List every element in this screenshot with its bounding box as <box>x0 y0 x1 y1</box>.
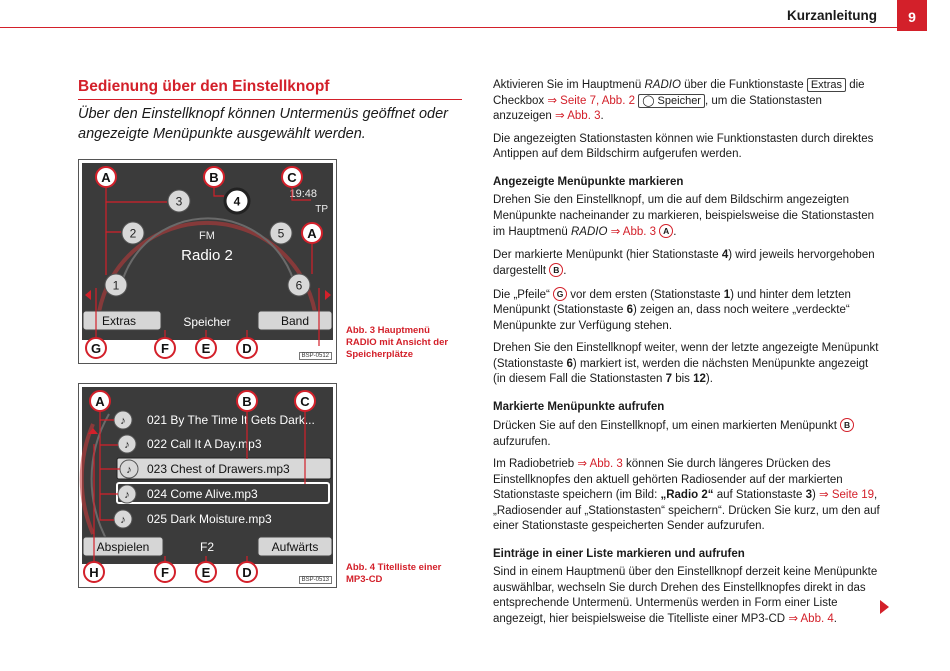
svg-text:H: H <box>89 565 99 580</box>
callout-g <box>86 338 106 358</box>
subheading: Markierte Menüpunkte aufrufen <box>493 400 665 413</box>
svg-text:F: F <box>161 341 169 356</box>
preset-button[interactable] <box>288 274 310 296</box>
header-title: Kurzanleitung <box>787 8 877 23</box>
paragraph: Der markierte Menüpunkt (hier Stationstaste 4) wird jeweils hervorgehoben dargestellt B . <box>493 248 875 277</box>
callout-e <box>196 338 216 358</box>
paragraph: Die angezeigten Stationstasten können wie Funktionstasten durch direktes Antippen auf dem Bildschirm aufgerufen werden. <box>493 132 874 160</box>
extras-button[interactable] <box>83 311 161 330</box>
svg-text:2: 2 <box>129 226 137 241</box>
figure-caption: Abb. 3 Hauptmenü RADIO mit Ansicht der Speicherplätze <box>346 325 449 360</box>
svg-text:Aufwärts: Aufwärts <box>271 540 319 554</box>
figure-reference-link[interactable]: ⇒ Abb. 3 <box>607 226 657 238</box>
figure-code: BSP-0513 <box>299 576 332 584</box>
paragraph: Im Radiobetrieb ⇒ Abb. 3 können Sie durch längeres Drücken des Einstellknopfes den aktuell gehörten Radiosender auf der markierten Stationstaste speichern (im Bild: „Radio 2“ auf Stationstaste 3) ⇒ Seite 19, „Radiosender auf „Stationstasten“ speichern“. Drücken Sie kurz, um den auf einer Stationstaste gespeicherten Sender aufzurufen. <box>493 458 880 532</box>
figure-reference-link[interactable]: ⇒ Abb. 4 <box>788 612 834 625</box>
svg-text:5: 5 <box>277 226 285 241</box>
svg-text:C: C <box>287 170 297 185</box>
callout-d <box>237 338 257 358</box>
abspielen-button[interactable] <box>83 537 163 556</box>
paragraph: Drehen Sie den Einstellknopf, um die auf dem Bildschirm angezeigten Menüpunkte nacheinander zu markieren, beispielsweise die Stationstasten im Hauptmenü RADIO ⇒ Abb. 3 A . <box>493 194 875 238</box>
band-label: FM <box>199 230 215 242</box>
svg-text:A: A <box>101 170 111 185</box>
figure-reference-link[interactable]: ⇒ Abb. 3 <box>577 458 623 470</box>
svg-text:6: 6 <box>295 278 303 293</box>
callout-h <box>84 562 104 582</box>
svg-text:1: 1 <box>112 278 120 293</box>
svg-text:3: 3 <box>175 194 183 209</box>
svg-text:021 By The Time It Gets Dark..: 021 By The Time It Gets Dark... <box>147 413 315 427</box>
paragraph: Die „Pfeile“ G vor dem ersten (Stationstaste 1) und hinter dem letzten Menüpunkt (Stationstaste 6) zeigen an, dass noch weitere „verdeckte“ Menüpunkte zur Verfügung stehen. <box>493 288 851 332</box>
svg-text:E: E <box>201 565 211 580</box>
page-number: 9 <box>897 0 927 31</box>
svg-text:022 Call It A Day.mp3: 022 Call It A Day.mp3 <box>147 437 262 451</box>
next-page-arrow-icon[interactable] <box>880 600 889 614</box>
svg-text:4: 4 <box>233 194 241 209</box>
preset-button[interactable] <box>122 222 144 244</box>
callout-f <box>155 562 175 582</box>
band-button[interactable] <box>258 311 332 330</box>
station-name: Radio 2 <box>181 247 233 264</box>
svg-text:025 Dark Moisture.mp3: 025 Dark Moisture.mp3 <box>147 512 272 526</box>
clock-time: 19:48 <box>289 188 317 200</box>
paragraph: Sind in einem Hauptmenü über den Einstellknopf derzeit keine Menüpunkte auswählbar, wechseln Sie durch Drehen des Einstellknopfes direkt in das entsprechende Untermenü. Untermenüs werden in Form einer Liste angezeigt, hier beispielsweise die Titelliste einer MP3-CD ⇒ Abb. 4. <box>493 566 878 625</box>
svg-text:♪: ♪ <box>126 464 132 476</box>
svg-text:♪: ♪ <box>120 415 126 427</box>
callout-b <box>237 391 257 411</box>
callout-a-right <box>302 223 322 243</box>
svg-text:Extras: Extras <box>101 314 137 328</box>
figure-caption: Abb. 4 Titelliste einer MP3-CD <box>346 562 442 585</box>
callout-c <box>282 167 302 187</box>
aufwaerts-button[interactable] <box>258 537 332 556</box>
svg-text:D: D <box>242 565 252 580</box>
paragraph: Aktivieren Sie im Hauptmenü RADIO über die Funktionstaste Extras die Checkbox ⇒ Seite 7, Abb. 2 ◯ Speicher , um die Stationstasten anzuzeigen ⇒ Abb. 3. <box>493 79 865 122</box>
svg-text:D: D <box>242 341 252 356</box>
paragraph: Drehen Sie den Einstellknopf weiter, wenn der letzte angezeigte Menüpunkt (Stationstaste 6) markiert ist, werden die nächsten Menüpunkte angezeigt (in diesem Fall die Stationstasten 7 bis 12). <box>493 342 879 385</box>
page-reference-link[interactable]: ⇒ Seite 7, Abb. 2 <box>547 94 635 107</box>
svg-text:A: A <box>307 226 317 241</box>
header-rule <box>0 27 897 28</box>
svg-text:♪: ♪ <box>124 489 130 501</box>
svg-text:G: G <box>90 341 102 356</box>
paragraph: Drücken Sie auf den Einstellknopf, um einen markierten Menüpunkt B aufzurufen. <box>493 418 883 450</box>
svg-text:♪: ♪ <box>124 439 130 451</box>
callout-d <box>237 562 257 582</box>
speicher-key: ◯ Speicher <box>638 94 705 108</box>
extras-key: Extras <box>807 78 846 92</box>
callout-ref: G <box>553 287 567 301</box>
callout-a <box>96 167 116 187</box>
svg-text:♪: ♪ <box>120 514 126 526</box>
svg-text:F: F <box>161 565 169 580</box>
callout-ref: B <box>840 418 854 432</box>
tp-indicator: TP <box>315 204 328 215</box>
svg-text:023 Chest of Drawers.mp3: 023 Chest of Drawers.mp3 <box>147 462 290 476</box>
figure-mp3-list <box>78 383 337 588</box>
figure-code: BSP-0512 <box>299 352 332 360</box>
preset-button[interactable] <box>168 190 190 212</box>
speicher-button[interactable]: Speicher <box>183 315 231 329</box>
svg-text:B: B <box>242 394 252 409</box>
section-intro: Über den Einstellknopf können Untermenüs geöffnet oder angezeigte Menüpunkte ausgewählt werden. <box>78 106 448 142</box>
callout-a <box>90 391 110 411</box>
preset-button[interactable] <box>105 274 127 296</box>
preset-button[interactable] <box>270 222 292 244</box>
callout-e <box>196 562 216 582</box>
callout-f <box>155 338 175 358</box>
svg-text:Abspielen: Abspielen <box>96 540 150 554</box>
callout-c <box>295 391 315 411</box>
callout-b <box>204 167 224 187</box>
callout-ref: B <box>549 263 563 277</box>
subheading: Angezeigte Menüpunkte markieren <box>493 175 684 188</box>
subheading: Einträge in einer Liste markieren und aufrufen <box>493 547 745 560</box>
svg-text:B: B <box>209 170 219 185</box>
figure-radio-menu <box>78 159 337 364</box>
preset-button-selected[interactable] <box>225 189 249 213</box>
section-title: Bedienung über den Einstellknopf <box>78 78 462 100</box>
svg-text:E: E <box>201 341 211 356</box>
list-item-selected[interactable] <box>117 458 331 479</box>
svg-text:Band: Band <box>280 314 310 328</box>
callout-ref: A <box>659 224 673 238</box>
figure-reference-link[interactable]: ⇒ Abb. 3 <box>555 110 601 122</box>
f2-label: F2 <box>199 540 215 554</box>
svg-text:C: C <box>300 394 310 409</box>
page-reference-link[interactable]: ⇒ Seite 19 <box>819 489 875 501</box>
svg-text:024 Come Alive.mp3: 024 Come Alive.mp3 <box>147 487 258 501</box>
body-text <box>493 78 883 634</box>
svg-text:A: A <box>95 394 105 409</box>
